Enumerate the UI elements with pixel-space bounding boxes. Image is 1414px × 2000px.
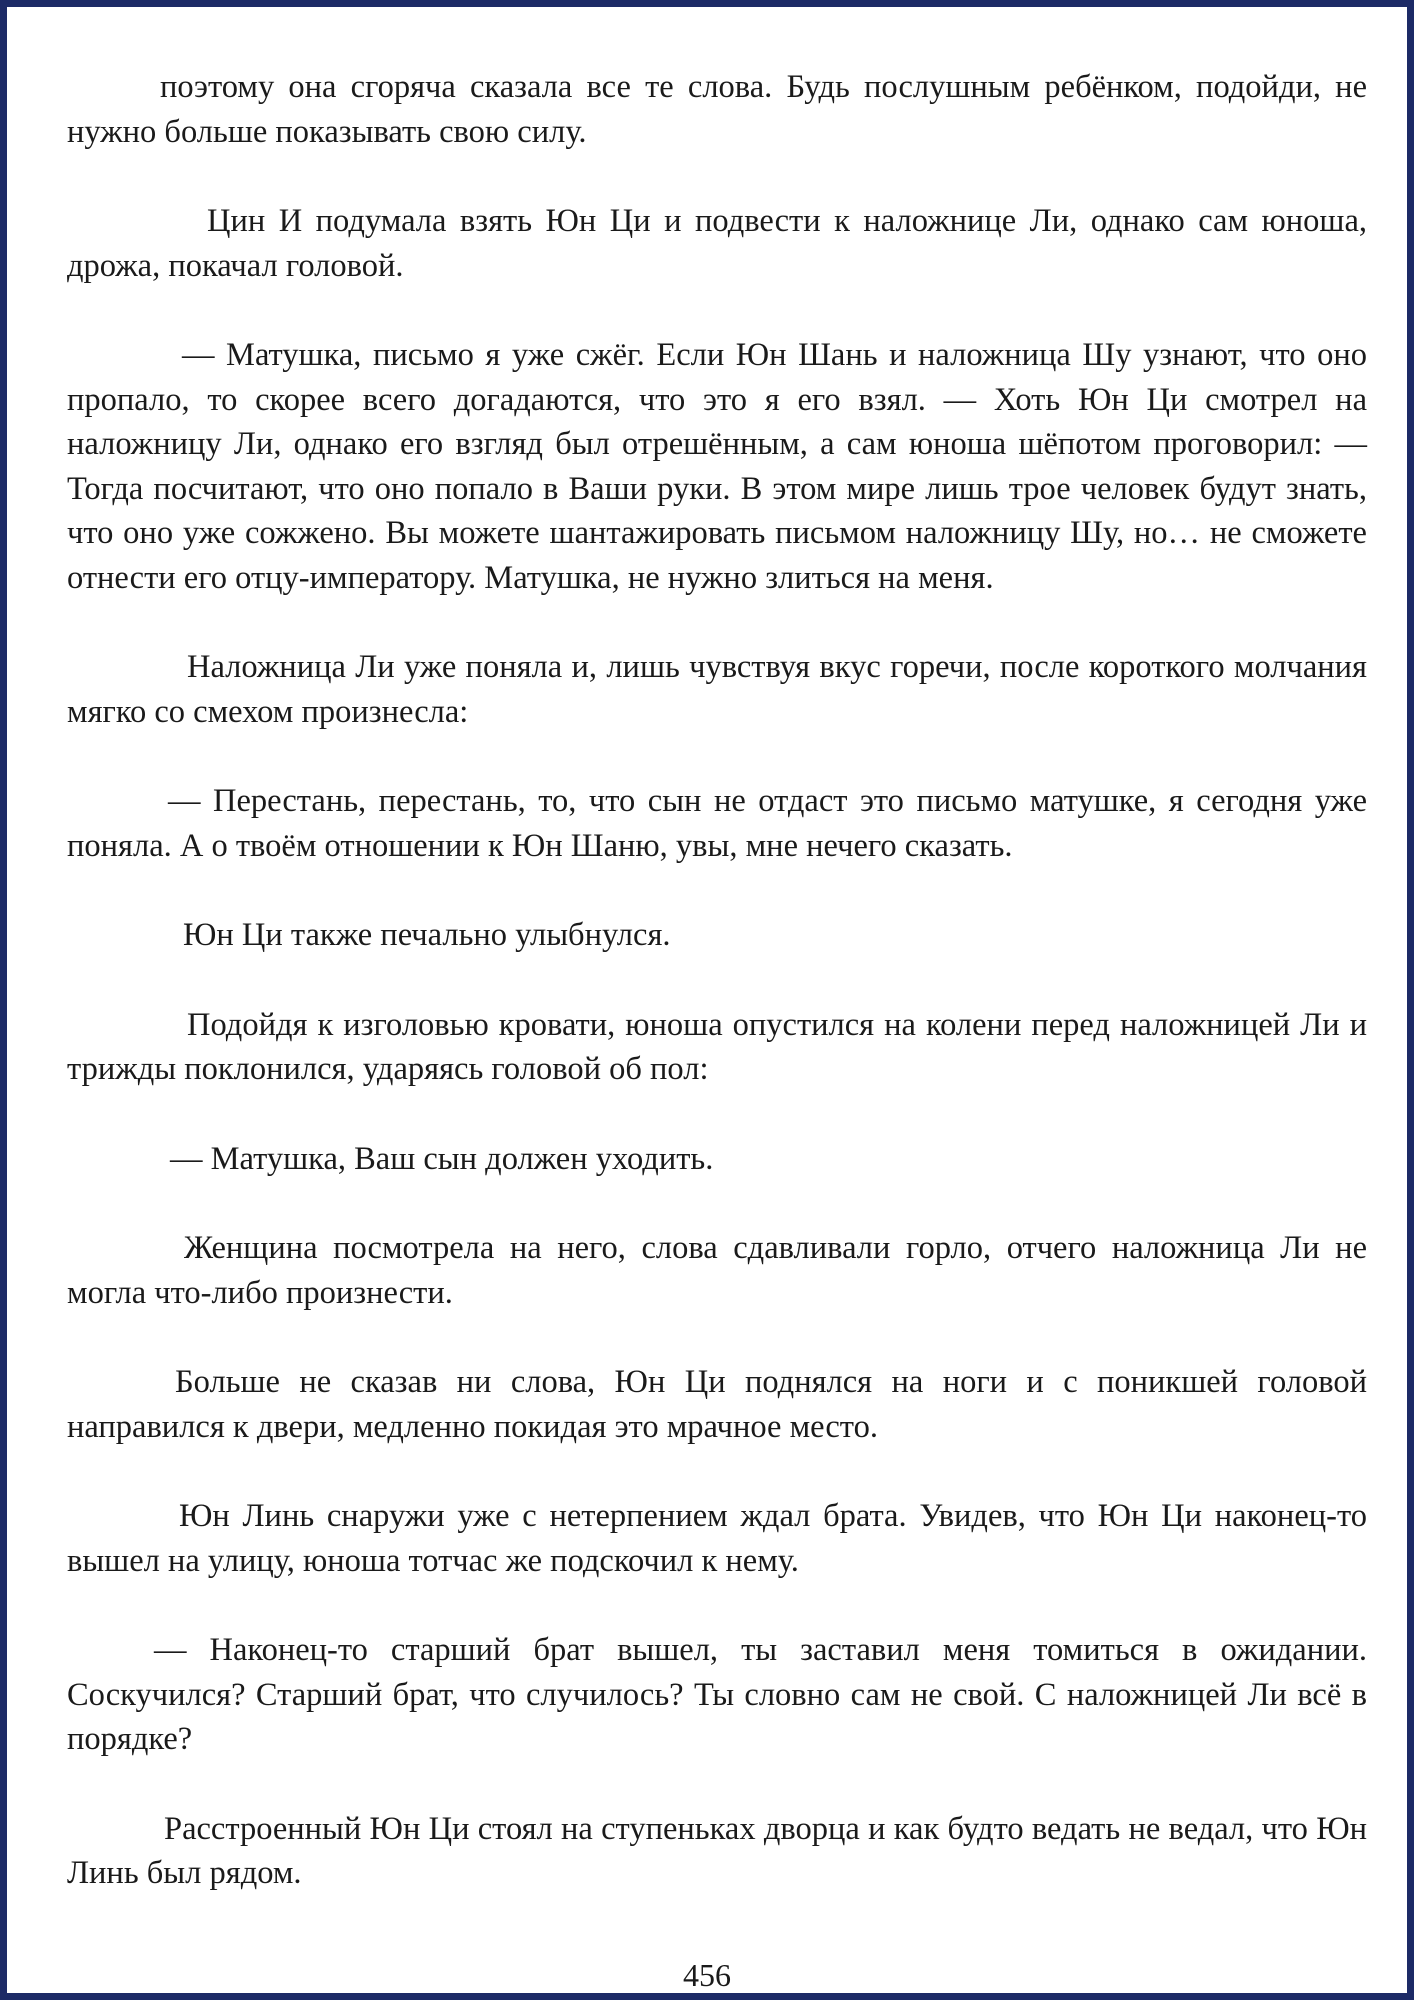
paragraph: Юн Линь снаружи уже с нетерпением ждал брата. Увидев, что Юн Ци наконец-то вышел на улицу, юноша тотчас же подскочил к нему. (67, 1498, 1367, 1579)
paragraph: — Наконец-то старший брат вышел, ты заставил меня томиться в ожидании. Соскучился? Старший брат, что случилось? Ты словно сам не свой. С наложницей Ли всё в порядке? (67, 1632, 1367, 1757)
page-body (67, 65, 1367, 1941)
paragraph: — Матушка, письмо я уже сжёг. Если Юн Шань и наложница Шу узнают, что оно пропало, то скорее всего догадаются, что это я его взял. — Хоть Юн Ци смотрел на наложницу Ли, однако его взгляд был отрешённым, а сам юноша шёпотом проговорил: — Тогда посчитают, что оно попало в Ваши руки. В этом мире лишь трое человек будут знать, что оно уже сожжено. Вы можете шантажировать письмом наложницу Шу, но… не сможете отнести его отцу-императору. Матушка, не нужно злиться на меня. (67, 337, 1367, 596)
paragraph: Больше не сказав ни слова, Юн Ци поднялся на ноги и с поникшей головой направился к двери, медленно покидая это мрачное место. (67, 1364, 1367, 1445)
paragraph: поэтому она сгоряча сказала все те слова. Будь послушным ребёнком, подойди, не нужно больше показывать свою силу. (67, 69, 1367, 150)
paragraph: Расстроенный Юн Ци стоял на ступеньках дворца и как будто ведать не ведал, что Юн Линь был рядом. (67, 1810, 1367, 1891)
paragraph: Цин И подумала взять Юн Ци и подвести к наложнице Ли, однако сам юноша, дрожа, покачал головой. (67, 203, 1367, 284)
paragraph: Юн Ци также печально улыбнулся. (183, 917, 671, 953)
paragraph: Подойдя к изголовью кровати, юноша опустился на колени перед наложницей Ли и трижды поклонился, ударяясь головой об пол: (67, 1006, 1367, 1087)
paragraph: — Перестань, перестань, то, что сын не отдаст это письмо матушке, я сегодня уже поняла. А о твоём отношении к Юн Шаню, увы, мне нечего сказать. (67, 783, 1367, 864)
paragraph: Женщина посмотрела на него, слова сдавливали горло, отчего наложница Ли не могла что-либо произнести. (67, 1230, 1367, 1311)
page-number: 456 (683, 1957, 731, 1993)
paragraph: Наложница Ли уже поняла и, лишь чувствуя вкус горечи, после короткого молчания мягко со смехом произнесла: (67, 649, 1367, 730)
paragraph: — Матушка, Ваш сын должен уходить. (170, 1140, 714, 1177)
